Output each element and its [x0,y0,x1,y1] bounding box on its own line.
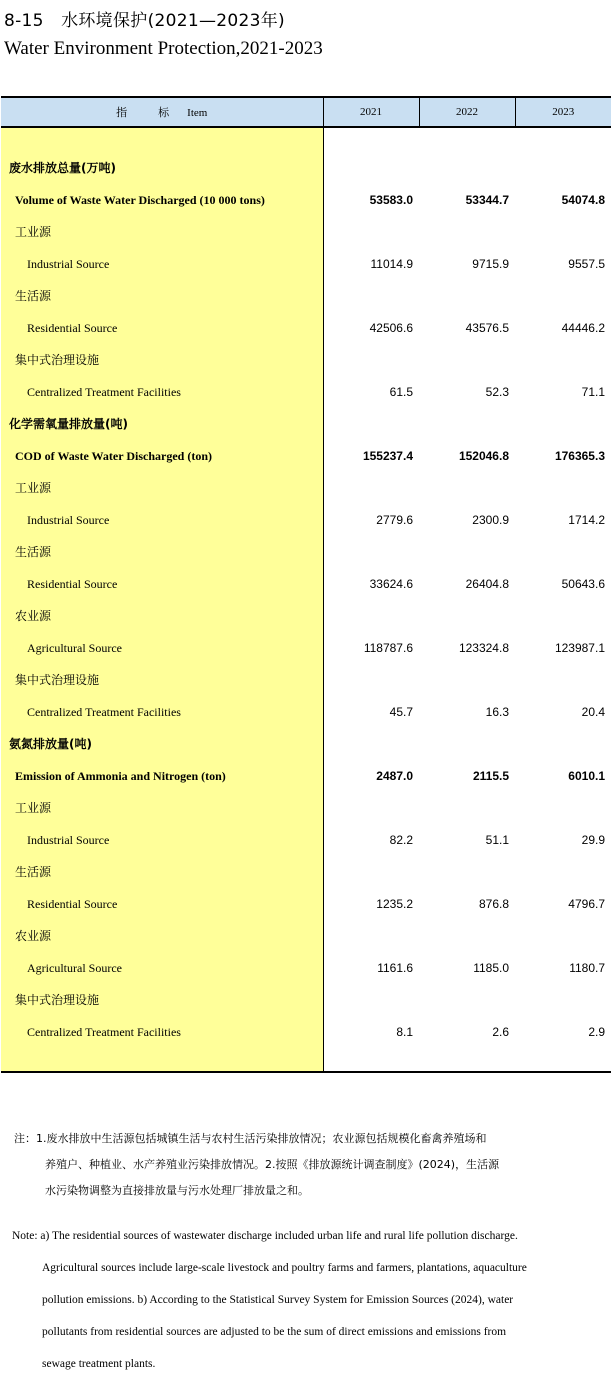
value-2022 [419,664,515,696]
row-label: Residential Source [27,321,118,335]
row-label: 工业源 [15,225,52,239]
value-2022: 152046.8 [458,449,509,463]
row-label-cell [1,728,323,760]
row-label-cell [1,536,323,568]
value-2021 [323,920,419,952]
table-row [1,888,611,920]
year-header-2022: 2022 [419,97,515,127]
value-2023: 50643.6 [561,577,605,591]
value-2022 [419,728,515,760]
row-label-cell [1,920,323,952]
value-2022 [419,472,515,504]
row-label: 废水排放总量(万吨) [9,161,116,175]
value-2022: 43576.5 [465,321,509,335]
value-2022: 52.3 [485,385,509,399]
row-label: 工业源 [15,801,52,815]
table-row [1,216,611,248]
row-label-cell [1,216,323,248]
note-en-line: Note: a) The residential sources of wastewater discharge included urban life and rural life pollution discharge. [12,1230,518,1242]
value-cell-blank [419,127,515,152]
value-2023 [515,216,611,248]
value-2023 [515,344,611,376]
table-row [1,728,611,760]
value-2023 [515,536,611,568]
row-label-cell [1,472,323,504]
table-row [1,376,611,408]
value-2023: 176365.3 [554,449,605,463]
value-2023: 20.4 [581,705,605,719]
row-label: 氨氮排放量(吨) [9,737,92,751]
row-label-cell [1,504,323,536]
row-label: Centralized Treatment Facilities [27,705,181,719]
value-2022: 2300.9 [472,513,509,527]
table-row [1,632,611,664]
value-2021 [323,536,419,568]
value-2022 [419,344,515,376]
value-2022 [419,600,515,632]
row-label: Agricultural Source [27,961,122,975]
table-row [1,664,611,696]
row-label-cell [1,408,323,440]
row-label: Industrial Source [27,257,110,271]
table-row [1,472,611,504]
value-2022: 53344.7 [465,193,509,207]
row-label: 生活源 [15,545,52,559]
value-2023: 29.9 [581,833,605,847]
value-2022 [419,216,515,248]
row-label-cell [1,984,323,1016]
row-label-cell [1,280,323,312]
row-label-cell [1,632,323,664]
table-row [1,824,611,856]
row-label-cell [1,856,323,888]
value-2021: 1235.2 [376,897,413,911]
value-2021: 42506.6 [369,321,413,335]
value-2022: 16.3 [485,705,509,719]
value-2023 [515,600,611,632]
row-label: Agricultural Source [27,641,122,655]
value-2022: 876.8 [478,897,509,911]
row-label-cell [1,312,323,344]
row-label: 生活源 [15,289,52,303]
value-2021 [323,984,419,1016]
value-2021 [323,792,419,824]
table-row [1,920,611,952]
table-row [1,568,611,600]
value-2021: 1161.6 [377,961,413,975]
value-cell-blank [419,1048,515,1072]
table-row [1,280,611,312]
value-2021: 118787.6 [363,641,413,655]
value-2022 [419,792,515,824]
item-column-header [1,97,323,127]
item-cell-blank [1,1048,323,1072]
row-label-cell [1,600,323,632]
row-label-cell [1,952,323,984]
row-label: 工业源 [15,481,52,495]
row-label-cell [1,760,323,792]
note-cn-line: 水污染物调整为直接排放量与污水处理厂排放量之和。 [45,1184,309,1197]
value-2023: 123987.1 [554,641,605,655]
row-label: 集中式治理设施 [15,353,100,367]
note-en-line: pollution emissions. b) According to the Statistical Survey System for Emission Sources (2024), water [42,1294,514,1306]
value-2023: 1714.2 [568,513,605,527]
value-2023: 2.9 [588,1025,605,1039]
value-2022 [419,152,515,184]
row-label-cell [1,824,323,856]
value-2023 [515,984,611,1016]
table-row [1,408,611,440]
value-2023 [515,664,611,696]
value-2022 [419,536,515,568]
table-row [1,344,611,376]
value-2023 [515,280,611,312]
value-cell-blank [323,127,419,152]
value-2021: 61.5 [389,385,413,399]
row-label: 化学需氧量排放量(吨) [9,417,128,431]
value-2022: 9715.9 [472,257,509,271]
row-label-cell [1,568,323,600]
table-row [1,504,611,536]
value-2021: 82.2 [389,833,413,847]
value-2022: 2.6 [492,1025,509,1039]
table-row [1,440,611,472]
row-label: COD of Waste Water Discharged (ton) [15,449,212,463]
value-2021 [323,856,419,888]
value-2021 [323,472,419,504]
value-2021 [323,152,419,184]
row-label: 农业源 [15,609,52,623]
value-2022 [419,280,515,312]
item-header-en: Item [187,107,208,119]
table-row [1,600,611,632]
row-label-cell [1,696,323,728]
row-label: 集中式治理设施 [15,673,100,687]
value-2022: 1185.0 [473,961,509,975]
table-row [1,248,611,280]
year-header-2021: 2021 [323,97,419,127]
row-label: Residential Source [27,577,118,591]
notes-english [12,1220,607,1380]
row-label-cell [1,344,323,376]
row-label: Centralized Treatment Facilities [27,1025,181,1039]
table-row [1,856,611,888]
header-row [1,97,611,127]
row-label: 集中式治理设施 [15,993,100,1007]
value-2022 [419,408,515,440]
note-cn-line: 注：1.废水排放中生活源包括城镇生活与农村生活污染排放情况；农业源包括规模化畜禽养殖场和 [14,1132,487,1145]
water-environment-table [1,96,611,1073]
value-2021: 8.1 [396,1025,413,1039]
value-2022: 123324.8 [458,641,509,655]
value-2021 [323,216,419,248]
value-2023 [515,856,611,888]
value-cell-blank [323,1048,419,1072]
table-title-english: Water Environment Protection,2021-2023 [4,38,323,59]
value-2023 [515,472,611,504]
row-label: Residential Source [27,897,118,911]
value-2021 [323,280,419,312]
value-2022: 51.1 [485,833,509,847]
value-2021 [323,664,419,696]
table-row [1,152,611,184]
value-2023: 4796.7 [568,897,605,911]
item-header-cn: 指 标 [116,106,180,119]
value-2023 [515,728,611,760]
value-2023 [515,152,611,184]
item-cell-blank [1,127,323,152]
table-row [1,696,611,728]
value-2021 [323,728,419,760]
value-2022 [419,984,515,1016]
year-header-2023: 2023 [515,97,611,127]
table-row [1,792,611,824]
table-row [1,984,611,1016]
row-label-cell [1,152,323,184]
value-2021: 45.7 [389,705,413,719]
value-cell-blank [515,127,611,152]
row-label-cell [1,664,323,696]
row-label: 生活源 [15,865,52,879]
value-2021: 33624.6 [369,577,413,591]
notes-chinese [14,1126,599,1204]
value-2021: 155237.4 [362,449,413,463]
note-en-line: sewage treatment plants. [42,1358,156,1370]
blank-row [1,127,611,152]
note-en-line: Agricultural sources include large-scale livestock and poultry farms and farmers, plantations, aquaculture [42,1262,527,1274]
value-cell-blank [515,1048,611,1072]
value-2022: 2115.5 [472,769,509,783]
value-2023 [515,408,611,440]
note-en-line: pollutants from residential sources are adjusted to be the sum of direct emissions and emissions from [42,1326,507,1338]
row-label: 农业源 [15,929,52,943]
table-row [1,312,611,344]
row-label-cell [1,1016,323,1048]
table-row [1,952,611,984]
blank-row [1,1048,611,1072]
value-2021 [323,344,419,376]
row-label: Industrial Source [27,833,110,847]
value-2022 [419,920,515,952]
table-title-chinese: 8-15 水环境保护(2021—2023年) [4,11,285,31]
row-label-cell [1,184,323,216]
value-2021: 11014.9 [370,257,413,271]
table-row [1,1016,611,1048]
row-label: Centralized Treatment Facilities [27,385,181,399]
table-row [1,184,611,216]
value-2022 [419,856,515,888]
row-label-cell [1,376,323,408]
row-label: Industrial Source [27,513,110,527]
value-2023 [515,792,611,824]
row-label-cell [1,888,323,920]
value-2021: 2487.0 [376,769,413,783]
value-2021 [323,408,419,440]
table-row [1,536,611,568]
value-2023: 54074.8 [561,193,605,207]
value-2023: 71.1 [581,385,605,399]
value-2021 [323,600,419,632]
value-2023: 1180.7 [569,961,605,975]
row-label-cell [1,440,323,472]
note-cn-line: 养殖户、种植业、水产养殖业污染排放情况。2.按照《排放源统计调查制度》(2024)，生活源 [45,1158,500,1171]
row-label: Volume of Waste Water Discharged (10 000 tons) [15,193,265,207]
table-row [1,760,611,792]
row-label: Emission of Ammonia and Nitrogen (ton) [15,769,226,783]
row-label-cell [1,248,323,280]
value-2021: 2779.6 [376,513,413,527]
row-label-cell [1,792,323,824]
value-2023: 44446.2 [561,321,605,335]
value-2022: 26404.8 [465,577,509,591]
value-2023: 6010.1 [568,769,605,783]
value-2021: 53583.0 [369,193,413,207]
value-2023 [515,920,611,952]
value-2023: 9557.5 [568,257,605,271]
table-body [1,127,611,1072]
